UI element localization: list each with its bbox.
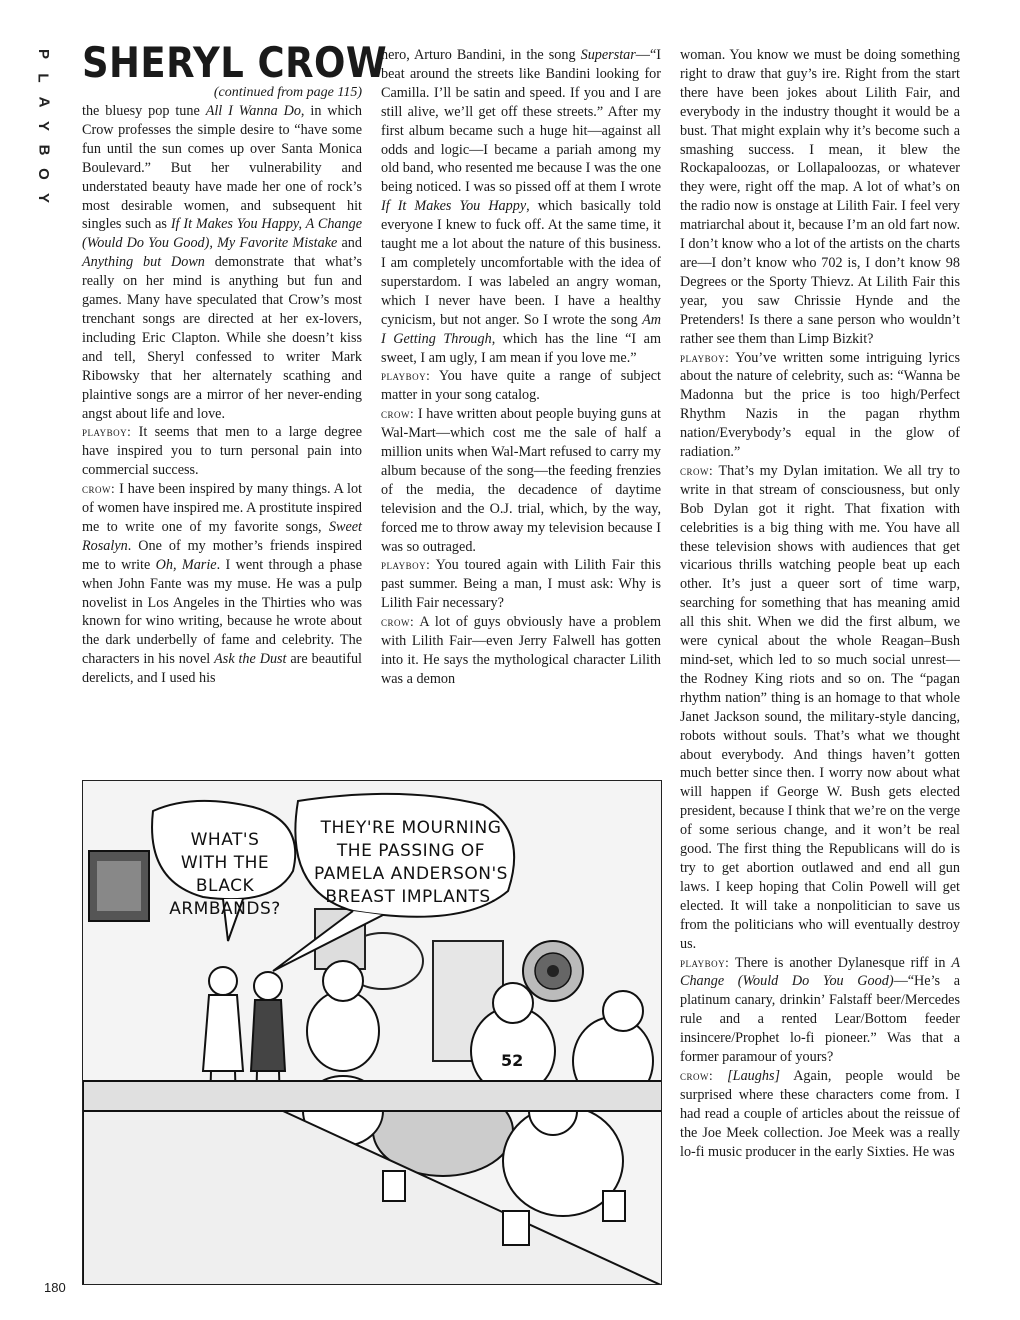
side-label-letter: A <box>35 96 52 108</box>
italic-title: If It Makes You Happy, A Change (Would Do You Good), My Favorite Mistake <box>82 216 362 252</box>
speaker-label: playboy: <box>680 349 730 365</box>
text-run: Again, people would be surprised where these characters come from. I had read a couple of articles about the reissue of the Joe Meek collection. Joe Meek was a really lo-fi music producer in the early Sixties. He was <box>680 1067 960 1160</box>
italic-title: Oh, Marie <box>155 556 217 573</box>
speech-bubble-question: WHAT'S WITH THE BLACK ARMBANDS? <box>169 830 281 919</box>
text-run: It seems that men to a large degree have inspired you to turn personal pain into commercial success. <box>82 424 362 479</box>
text-run: the bluesy pop tune <box>82 103 206 119</box>
article-paragraph <box>680 462 960 954</box>
text-run: , which basically told everyone I knew to fuck off. At the same time, it taught me a lot about the nature of this business. I am completely uncomfortable with the idea of superstardom. I was labeled an angry woman, which I never have been. I have a healthy cynicism, but not anger. So I wrote the song <box>381 198 661 328</box>
page-number: 180 <box>44 1280 66 1295</box>
text-run: You toured again with Lilith Fair this past summer. Being a man, I must ask: Why is Lilith Fair necessary? <box>381 557 661 612</box>
cartoon-jersey-number: 52 <box>501 1051 524 1070</box>
italic-title: All I Wanna Do <box>205 103 301 119</box>
article-paragraph <box>680 46 960 349</box>
side-label-letter: Y <box>34 192 52 204</box>
text-run: . One of my mother’s friends inspired me to write <box>82 537 362 573</box>
text-run: demonstrate that what’s really on her mind is anything but fun and games. Many have speculated that Crow’s most trenchant songs are directed at her ex-lovers, including Eric Clapton. While she doesn’t kiss and tell, Sheryl confessed to writer Mark Ribowsky that her alternately scathing and plaintive songs are a mirror of her never-ending angst about life and love. <box>82 254 362 422</box>
italic-title: If It Makes You Happy <box>381 198 527 215</box>
column-1 <box>82 102 362 688</box>
italic-title: Anything but Down <box>82 254 205 271</box>
text-run: hero, Arturo Bandini, in the song <box>381 47 581 63</box>
italic-title: Ask the Dust <box>214 651 287 668</box>
side-label-letter: O <box>34 168 52 180</box>
side-label-letter: L <box>34 73 52 83</box>
article-paragraph <box>82 423 362 480</box>
text-run: I have been inspired by many things. A lot of women have inspired me. A prostitute inspired me to write one of my favorite songs, <box>82 481 362 535</box>
text-run: That’s my Dylan imitation. We all try to write in that stream of consciousness, but only Bob Dylan got it right. That fixation with celebrities is a big thing with me. You have all these television shows with audiences that get vicarious thrills watching people beat up each other. It’s just a queer sort of time warp, searching for something that has meaning amid all this shit. When we did the first album, we were cynical about the whole Reagan–Bush mind-set, which led to so much social unrest—the Rodney King riots and so on. The “pagan rhythm nation” thing is an homage to that whole Janet Jackson sound, the military-style dancing, robots without souls. That’s what we thought about everybody. And things haven’t gotten much better since then. I worry now about what will happen if George W. Bush gets elected president, because I think that we’re on the verge of some serious change, and it won’t be real good. The first thing the Republicans will do is try to get abortion outlawed and end all gun laws. I keep hoping that Colin Powell will get elected. It will take a nonpolitician to save us from the politicians who will eventually destroy us. <box>680 462 960 952</box>
article-paragraph <box>381 46 661 367</box>
article-paragraph <box>381 405 661 556</box>
article-paragraph <box>680 1067 960 1162</box>
text-run: . I went through a phase when John Fante was my muse. He was a pulp novelist in Los Angeles in the Thirties who was known for wino writing, because he wrote about the dark underbelly of fame and celebrity. The characters in his novel <box>82 556 362 668</box>
magazine-side-label <box>30 46 56 206</box>
text-run: I have written about people buying guns at Wal-Mart—which cost me the sale of half a million units when Wal-Mart refused to carry my album because of the song—the feeding frenzies of the media, the decadence of daytime television and the O.J. trial, which, by the way, forced me to throw away my television because I was so outraged. <box>381 406 661 555</box>
text-run: are beautiful derelicts, and I used his <box>82 651 362 687</box>
text-run: There is another Dylanesque riff in <box>729 954 952 971</box>
speaker-label: crow: <box>680 462 714 478</box>
speaker-label: crow: <box>680 1067 714 1083</box>
speaker-label: playboy: <box>381 557 431 573</box>
article-paragraph <box>82 102 362 423</box>
side-label-letter: B <box>35 144 52 156</box>
speaker-label: crow: <box>381 406 415 422</box>
text-run <box>713 1068 727 1084</box>
column-2 <box>381 46 661 689</box>
speaker-label: playboy: <box>82 424 132 440</box>
cartoon-illustration <box>82 780 662 1285</box>
continued-note: (continued from page 115) <box>213 85 362 100</box>
article-paragraph <box>680 349 960 462</box>
text-run: You have quite a range of subject matter in your song catalog. <box>381 368 661 404</box>
text-run: , which has the line “I am sweet, I am ugly, I am mean if you love me.” <box>381 330 661 366</box>
article-paragraph <box>381 367 661 405</box>
text-run: woman. You know we must be doing something right to draw that guy’s ire. Right from the start there have been jokes about Lilith Fair, and everybody in the industry thought it would be a bust. That might explain why it’s become such a smashing success. I mean, it blew the Rockapaloozas, or Lollapaloozas, or whatever they were, right off the map. A lot of what’s on the radio now is onstage at Lilith Fair. I feel very matriarchal about it, because I’m an old fart now. I don’t know who a lot of the artists on the charts are—I don’t know who 702 is, I don’t know 98 Degrees or the Sporty Thievz. At Lilith Fair this year, you saw Chrissie Hynde and the Pretenders! Is there a sane person who wouldn’t rather see them than Limp Bizkit? <box>680 47 960 347</box>
text-run: —“He’s a platinum canary, drinkin’ Falstaff beer/Mercedes rule and a rented Lear/Bottom feeder insincere/Prophet lo-fi pioneer.” Was that a former paramour of yours? <box>680 973 960 1066</box>
text-run: —“I beat around the streets like Bandini looking for Camilla. I’ll be satin and speed. If you and I are still alive, we’ll get off these streets.” After my first album became such a huge hit—against all odds and logic—I became a pariah among my old band, who resented me because I was the one being noticed. I was so pissed off at them I wrote <box>381 47 661 196</box>
text-run: and <box>337 235 362 252</box>
article-paragraph <box>82 480 362 688</box>
italic-title: Superstar <box>580 47 636 63</box>
article-title: SHERYL CROW <box>82 38 388 87</box>
speech-bubble-answer: THEY'RE MOURNING THE PASSING OF PAMELA ANDERSON'S BREAST IMPLANTS. <box>314 818 508 907</box>
italic-title: [Laughs] <box>727 1067 780 1084</box>
article-paragraph <box>381 613 661 689</box>
italic-title: A Change (Would Do You Good) <box>680 954 960 990</box>
italic-title: Sweet Rosalyn <box>82 518 362 554</box>
speaker-label: crow: <box>82 481 116 497</box>
column-3 <box>680 46 960 1161</box>
article-paragraph <box>680 954 960 1067</box>
speaker-label: playboy: <box>381 368 431 384</box>
text-run: You’ve written some intriguing lyrics about the nature of celebrity, such as: “Wanna be Madonna but the price is too high/Perfect Rhythm Nazis in the pagan rhythm nation/Everybody’s equal in the glow of radiation.” <box>680 349 960 461</box>
text-run: , in which Crow professes the simple desire to “have some fun until the sun comes up over Santa Monica Boulevard.” But her vulnerability and understated beauty have made her one of rock’s most desirable women, and subsequent hit singles such as <box>82 103 362 233</box>
side-label-letter: Y <box>34 120 52 132</box>
article-paragraph <box>381 556 661 613</box>
italic-title: Am I Getting Through <box>381 311 661 347</box>
side-label-letter: P <box>34 48 52 60</box>
text-run: A lot of guys obviously have a problem with Lilith Fair—even Jerry Falwell has gotten into it. He says the mythological character Lilith was a demon <box>381 614 661 687</box>
speaker-label: crow: <box>381 614 415 630</box>
speaker-label: playboy: <box>680 954 730 970</box>
